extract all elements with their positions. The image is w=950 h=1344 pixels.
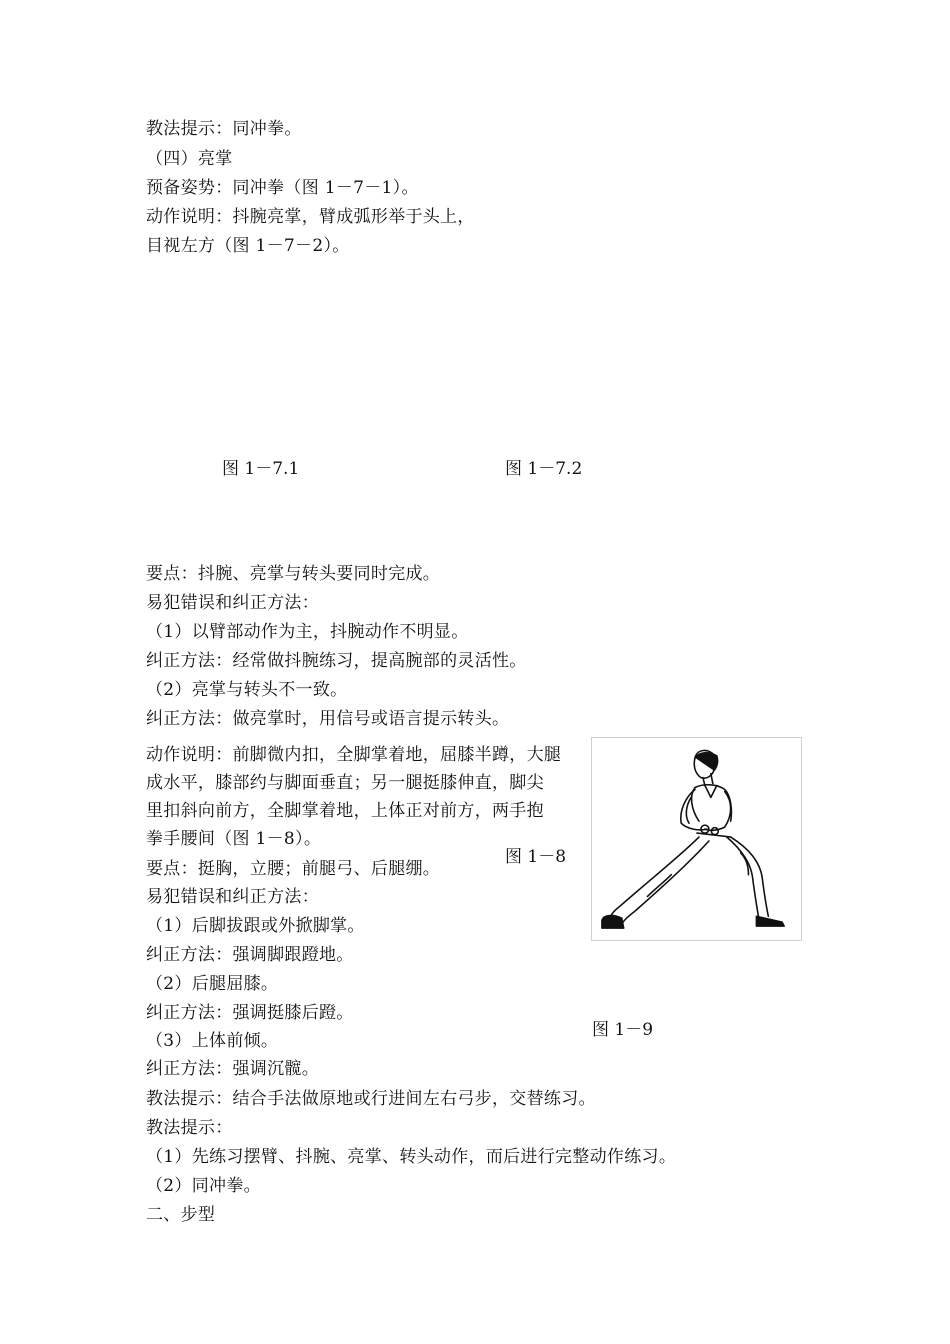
text-line: （2）后腿屈膝。 xyxy=(146,974,279,994)
bow-stance-figure xyxy=(591,737,802,941)
text-line: 教法提示： xyxy=(146,1118,233,1138)
text-line: 纠正方法：经常做抖腕练习，提高腕部的灵活性。 xyxy=(146,651,527,671)
text-line: （3）上体前倾。 xyxy=(146,1031,279,1051)
text-line: 预备姿势：同冲拳（图 1－7－1）。 xyxy=(146,178,419,198)
text-line: 易犯错误和纠正方法： xyxy=(146,887,319,907)
text-line: 纠正方法：做亮掌时，用信号或语言提示转头。 xyxy=(146,709,510,729)
figure-caption-1-7-1: 图 1－7.1 xyxy=(222,459,300,479)
text-line: （2）同冲拳。 xyxy=(146,1176,261,1196)
figure-caption-1-8: 图 1－8 xyxy=(505,847,567,867)
text-line: 动作说明：前脚微内扣，全脚掌着地，屈膝半蹲，大腿 xyxy=(146,745,562,765)
text-line: 教法提示：结合手法做原地或行进间左右弓步，交替练习。 xyxy=(146,1089,596,1109)
text-line: 成水平，膝部约与脚面垂直；另一腿挺膝伸直，脚尖 xyxy=(146,773,544,793)
section-heading: 二、步型 xyxy=(146,1205,216,1225)
text-line: 要点：抖腕、亮掌与转头要同时完成。 xyxy=(146,564,441,584)
text-line: 里扣斜向前方，全脚掌着地，上体正对前方，两手抱 xyxy=(146,801,544,821)
text-line: 教法提示：同冲拳。 xyxy=(146,119,302,139)
text-line: 纠正方法：强调沉髋。 xyxy=(146,1059,319,1079)
figure-caption-1-9: 图 1－9 xyxy=(592,1020,654,1040)
text-line: 纠正方法：强调脚跟蹬地。 xyxy=(146,945,354,965)
section-heading: （四）亮掌 xyxy=(146,149,233,169)
bow-stance-drawing xyxy=(592,738,801,940)
text-line: （1）以臂部动作为主，抖腕动作不明显。 xyxy=(146,622,469,642)
text-line: 易犯错误和纠正方法： xyxy=(146,593,319,613)
text-line: （1）后脚拔跟或外掀脚掌。 xyxy=(146,916,365,936)
text-line: （2）亮掌与转头不一致。 xyxy=(146,680,348,700)
text-line: 拳手腰间（图 1－8）。 xyxy=(146,829,322,849)
text-line: （1）先练习摆臂、抖腕、亮掌、转头动作，而后进行完整动作练习。 xyxy=(146,1147,677,1167)
text-line: 要点：挺胸，立腰；前腿弓、后腿绷。 xyxy=(146,859,441,879)
text-line: 动作说明：抖腕亮掌，臂成弧形举于头上， xyxy=(146,207,475,227)
text-line: 目视左方（图 1－7－2）。 xyxy=(146,236,350,256)
figure-caption-1-7-2: 图 1－7.2 xyxy=(505,459,583,479)
text-line: 纠正方法：强调挺膝后蹬。 xyxy=(146,1003,354,1023)
